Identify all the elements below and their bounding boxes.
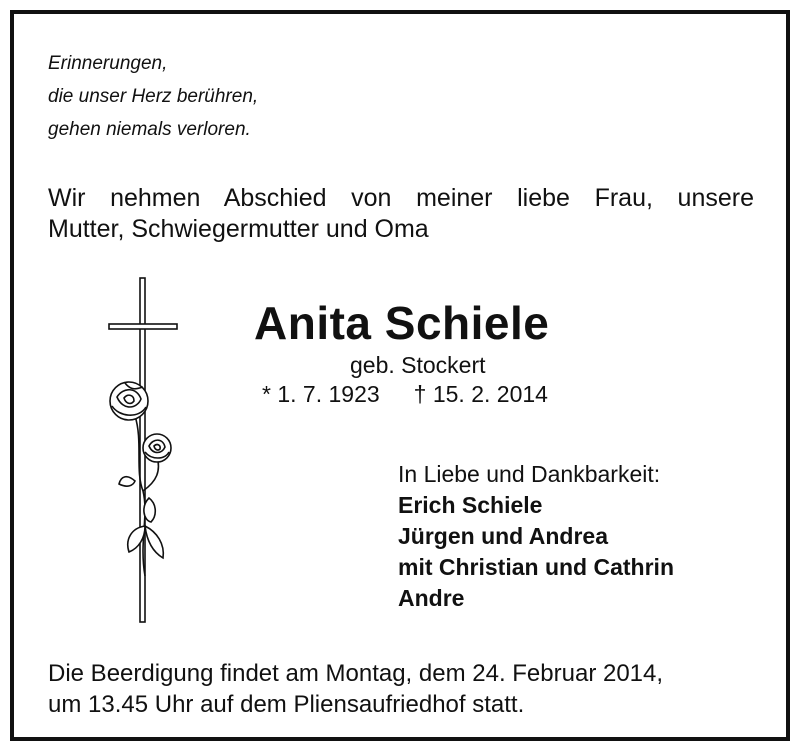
mourners-block xyxy=(398,459,674,614)
intro-line-2: Mutter, Schwiegermutter und Oma xyxy=(48,215,429,243)
mourner-name: Andre xyxy=(398,585,465,611)
burial-line-2: um 13.45 Uhr auf dem Pliensaufriedhof statt. xyxy=(48,691,525,718)
obituary-frame xyxy=(10,10,790,741)
birth-date: * 1. 7. 1923 xyxy=(262,381,380,407)
mourner-name: Jürgen und Andrea xyxy=(398,523,608,549)
life-dates xyxy=(262,381,548,408)
mourner-name: mit Christian und Cathrin xyxy=(398,554,674,580)
motto xyxy=(48,47,258,146)
motto-line: Erinnerungen, xyxy=(48,53,168,74)
burial-notice xyxy=(48,658,663,720)
mourner-name: Erich Schiele xyxy=(398,492,543,518)
motto-line: die unser Herz berühren, xyxy=(48,86,259,107)
deceased-name: Anita Schiele xyxy=(254,297,550,349)
maiden-name: geb. Stockert xyxy=(350,352,486,378)
burial-line-1: Die Beerdigung findet am Montag, dem 24. Februar 2014, xyxy=(48,660,664,687)
death-date: † 15. 2. 2014 xyxy=(413,381,548,407)
motto-line: gehen niemals verloren. xyxy=(48,119,251,140)
mourners-heading: In Liebe und Dankbarkeit: xyxy=(398,461,661,487)
cross-with-roses-icon xyxy=(99,276,189,636)
farewell-intro xyxy=(48,183,754,245)
intro-line-1: Wir nehmen Abschied von meiner liebe Frau, unsere xyxy=(48,184,754,212)
